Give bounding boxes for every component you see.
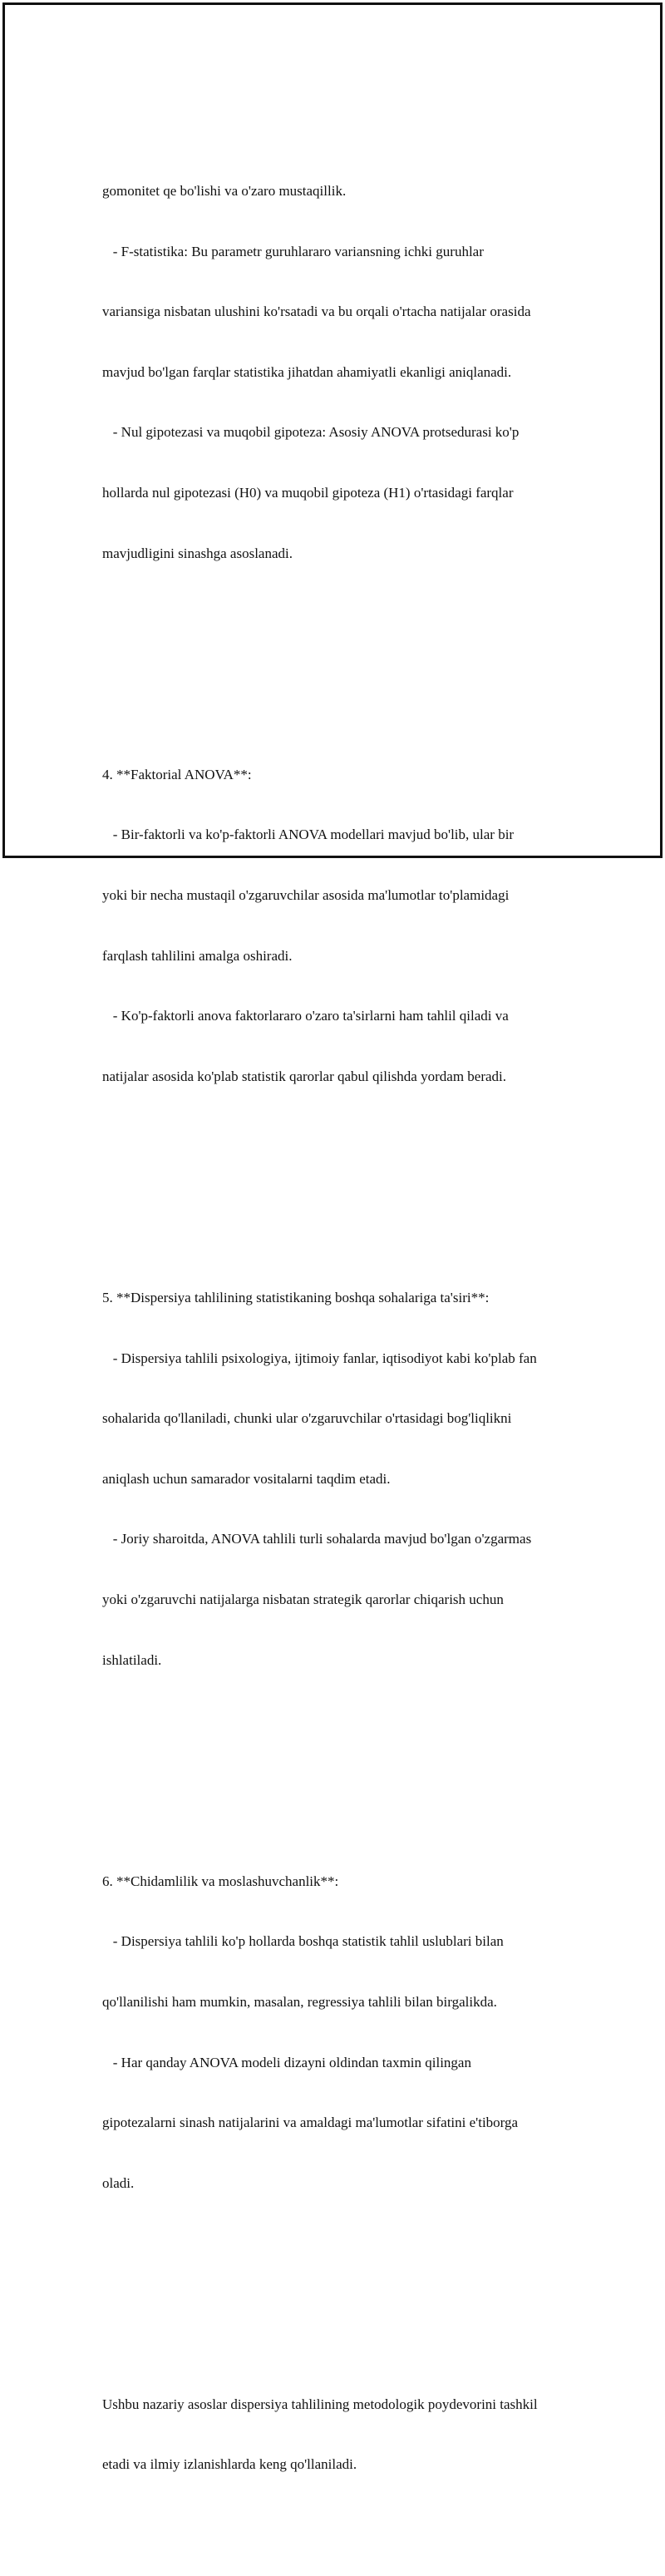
text-line: aniqlash uchun samarador vositalarni taqdim etadi. <box>102 1470 391 1487</box>
text-line: - Har qanday ANOVA modeli dizayni oldindan taxmin qilingan <box>102 2054 471 2070</box>
text-line: yoki o'zgaruvchi natijalarga nisbatan strategik qarorlar chiqarish uchun <box>102 1591 504 1607</box>
paragraph-spacer <box>102 2274 601 2294</box>
section-heading: 6. **Chidamlilik va moslashuvchanlik**: <box>102 1873 339 1889</box>
text-line: - F-statistika: Bu parametr guruhlararo variansning ichki guruhlar <box>102 243 484 259</box>
text-line: gomonitet qe bo'lishi va o'zaro mustaqillik. <box>102 183 347 200</box>
text-line: - Ko'p-faktorli anova faktorlararo o'zaro ta'sirlarni ham tahlil qiladi va <box>102 1008 509 1024</box>
section-heading: 4. **Faktorial ANOVA**: <box>102 766 252 782</box>
paragraph-spacer <box>102 1167 601 1187</box>
text-line: yoki bir necha mustaqil o'zgaruvchilar asosida ma'lumotlar to'plamidagi <box>102 886 510 903</box>
paragraph-spacer <box>102 1751 601 1771</box>
paragraph-section-4 <box>102 724 601 1127</box>
text-line: qo'llanilishi ham mumkin, masalan, regressiya tahlili bilan birgalikda. <box>102 1993 497 2010</box>
text-line: mavjud bo'lgan farqlar statistika jihatdan ahamiyatli ekanligi aniqlanadi. <box>102 363 512 380</box>
text-line: - Dispersiya tahlili ko'p hollarda boshqa statistik tahlil uslublari bilan <box>102 1933 504 1950</box>
text-line: Ushbu nazariy asoslar dispersiya tahlilining metodologik poydevorini tashkil <box>102 2396 538 2412</box>
paragraph-conclusion <box>102 2354 601 2515</box>
paragraph-intro-continuation <box>102 141 601 605</box>
text-line: - Nul gipotezasi va muqobil gipoteza: Asosiy ANOVA protsedurasi ko'p <box>102 424 520 441</box>
text-line: - Joriy sharoitda, ANOVA tahlili turli sohalarda mavjud bo'lgan o'zgarmas <box>102 1531 532 1547</box>
text-line: etadi va ilmiy izlanishlarda keng qo'llaniladi. <box>102 2456 357 2473</box>
text-line: farqlash tahlilini amalga oshiradi. <box>102 947 293 964</box>
text-line: sohalarida qo'llaniladi, chunki ular o'zgaruvchilar o'rtasidagi bog'liqlikni <box>102 1410 512 1427</box>
text-line: ishlatiladi. <box>102 1651 162 1668</box>
text-line: hollarda nul gipotezasi (H0) va muqobil gipoteza (H1) o'rtasidagi farqlar <box>102 484 514 501</box>
paragraph-section-5 <box>102 1248 601 1711</box>
text-line: variansiga nisbatan ulushini ko'rsatadi va bu orqali o'rtacha natijalar orasida <box>102 303 531 320</box>
text-line: gipotezalarni sinash natijalarini va amaldagi ma'lumotlar sifatini e'tiborga <box>102 2115 519 2131</box>
text-line: mavjudligini sinashga asoslanadi. <box>102 545 293 561</box>
section-heading: 5. **Dispersiya tahlilining statistikaning boshqa sohalariga ta'siri**: <box>102 1289 490 1305</box>
paragraph-section-6 <box>102 1831 601 2233</box>
text-line: - Dispersiya tahlili psixologiya, ijtimoiy fanlar, iqtisodiyot kabi ko'plab fan <box>102 1350 537 1366</box>
text-line: - Bir-faktorli va ko'p-faktorli ANOVA modellari mavjud bo'lib, ular bir <box>102 827 515 843</box>
text-line: natijalar asosida ko'plab statistik qarorlar qabul qilishda yordam beradi. <box>102 1068 507 1084</box>
text-line: oladi. <box>102 2174 135 2191</box>
document-body <box>102 81 601 2576</box>
paragraph-spacer <box>102 644 601 664</box>
page-frame <box>2 2 663 2473</box>
